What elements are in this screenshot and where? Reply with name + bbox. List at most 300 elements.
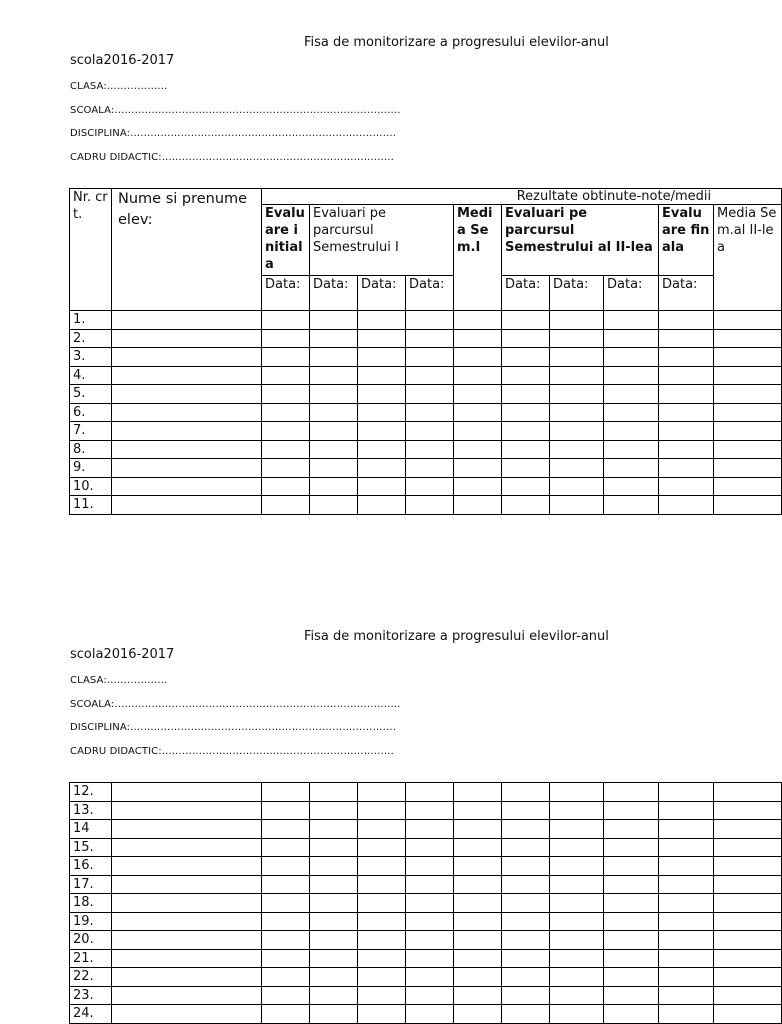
table-cell [358,931,406,950]
table-cell [112,348,262,367]
table-cell [310,403,358,422]
table-cell [310,949,358,968]
table-cell [502,968,550,987]
table-cell [502,477,550,496]
table-cell [262,385,310,404]
table-row [70,477,782,496]
table-cell [502,857,550,876]
table-cell [112,875,262,894]
scoala-field: SCOALA:…………………………………………………………………………. [70,105,401,116]
table-cell [659,931,714,950]
data-label: Data: [262,276,310,311]
table-cell [714,857,782,876]
table-cell [406,783,454,802]
table-cell [358,801,406,820]
table-cell [406,422,454,441]
table-cell [714,329,782,348]
table-cell [604,385,659,404]
table-cell [659,986,714,1005]
table-cell [659,366,714,385]
table-cell [358,968,406,987]
table-cell [310,496,358,515]
table-cell [406,912,454,931]
table-cell [310,366,358,385]
table-cell [454,783,502,802]
table-row [70,783,782,802]
clasa-field: CLASA:……………… [70,81,168,92]
table-cell [112,329,262,348]
clasa-field-2: CLASA:……………… [70,675,168,686]
table-cell [262,801,310,820]
table-cell [406,931,454,950]
table-cell [604,801,659,820]
table-cell [358,857,406,876]
table-cell [310,894,358,913]
table-row [70,1005,782,1024]
table-cell [112,949,262,968]
table-cell [502,1005,550,1024]
table-cell [406,348,454,367]
row-number: 5. [70,385,112,404]
table-cell [659,496,714,515]
table-cell [112,440,262,459]
table-cell [659,459,714,478]
table-cell [550,912,604,931]
table-cell [406,366,454,385]
table-row [70,311,782,330]
table-cell [550,496,604,515]
table-cell [550,329,604,348]
table-cell [550,1005,604,1024]
table-cell [262,311,310,330]
table-cell [659,820,714,839]
table-cell [502,820,550,839]
table-cell [604,422,659,441]
table-cell [502,875,550,894]
table-cell [714,894,782,913]
sheet-title: Fisa de monitorizare a progresului elevilor-anul [304,35,609,50]
table-cell [262,422,310,441]
table-cell [454,968,502,987]
table-cell [604,477,659,496]
table-cell [604,496,659,515]
table-cell [358,496,406,515]
data-label: Data: [659,276,714,311]
table-cell [659,801,714,820]
table-cell [358,422,406,441]
table-cell [714,385,782,404]
row-number: 17. [70,875,112,894]
cadru-field-2: CADRU DIDACTIC:…………………………………………………………… [70,746,394,757]
data-label: Data: [604,276,659,311]
table-row [70,366,782,385]
table-cell [714,801,782,820]
table-cell [112,820,262,839]
data-label: Data: [310,276,358,311]
table-cell [714,496,782,515]
table-row [70,931,782,950]
table-cell [112,894,262,913]
table-cell [550,894,604,913]
table-cell [262,857,310,876]
table-cell [659,329,714,348]
row-number: 24. [70,1005,112,1024]
table-cell [262,477,310,496]
table-cell [454,329,502,348]
table-cell [112,912,262,931]
table-cell [112,801,262,820]
table-cell [502,801,550,820]
data-label: Data: [406,276,454,311]
table-cell [714,477,782,496]
table-cell [406,875,454,894]
disciplina-field: DISCIPLINA:……………………………………………………………………. [70,128,396,139]
table-cell [406,894,454,913]
table-cell [454,931,502,950]
table-cell [358,912,406,931]
table-cell [112,477,262,496]
table-cell [454,385,502,404]
row-number: 19. [70,912,112,931]
table-cell [659,403,714,422]
table-cell [358,986,406,1005]
table-cell [262,348,310,367]
table-cell [262,1005,310,1024]
table-cell [358,477,406,496]
table-cell [406,1005,454,1024]
table-cell [454,477,502,496]
table-cell [262,875,310,894]
table-cell [454,894,502,913]
table-cell [112,968,262,987]
table-cell [358,1005,406,1024]
table-cell [659,385,714,404]
table-cell [262,986,310,1005]
table-cell [454,496,502,515]
table-cell [502,949,550,968]
table-cell [310,440,358,459]
row-number: 6. [70,403,112,422]
table-cell [358,949,406,968]
table-cell [406,403,454,422]
table-cell [454,912,502,931]
table-cell [502,986,550,1005]
row-number: 15. [70,838,112,857]
table-row [70,894,782,913]
table-cell [310,838,358,857]
table-cell [310,931,358,950]
table-cell [550,820,604,839]
data-label: Data: [358,276,406,311]
table-row [70,385,782,404]
table-cell [604,931,659,950]
table-cell [262,968,310,987]
table-cell [714,440,782,459]
nr-crt-header: Nr. crt. [70,189,112,311]
row-number: 12. [70,783,112,802]
table-row [70,986,782,1005]
table-cell [406,496,454,515]
eval-sem1-header: Evaluari pe parcursul Semestrului I [310,205,454,276]
table-cell [604,783,659,802]
table-cell [604,894,659,913]
table-row [70,968,782,987]
table-cell [454,311,502,330]
eval-sem2-header: Evaluari pe parcursul Semestrului al II-lea [502,205,659,276]
media-sem2-header: Media Sem.al II-lea [714,205,782,311]
table-cell [406,459,454,478]
table-cell [659,875,714,894]
table-cell [604,912,659,931]
table-cell [262,403,310,422]
table-cell [406,838,454,857]
table-cell [454,348,502,367]
year-line-2: scola2016-2017 [70,647,175,662]
table-cell [550,986,604,1005]
table-cell [406,440,454,459]
progress-table-2 [69,782,782,1024]
table-cell [502,311,550,330]
table-cell [604,348,659,367]
table-row [70,801,782,820]
table-cell [358,440,406,459]
table-cell [112,385,262,404]
nume-header: Nume si prenume elev: [112,189,262,311]
table-cell [550,801,604,820]
table-cell [406,311,454,330]
table-cell [550,311,604,330]
table-cell [406,385,454,404]
table-cell [502,422,550,441]
table-cell [454,1005,502,1024]
table-cell [112,931,262,950]
table-cell [502,783,550,802]
row-number: 21. [70,949,112,968]
table-cell [358,385,406,404]
table-cell [502,894,550,913]
table-cell [112,857,262,876]
table-cell [714,783,782,802]
table-cell [358,311,406,330]
data-label: Data: [550,276,604,311]
table-cell [550,403,604,422]
table-cell [262,366,310,385]
table-cell [310,385,358,404]
row-number: 7. [70,422,112,441]
year-line: scola2016-2017 [70,53,175,68]
table-cell [550,857,604,876]
table-cell [262,496,310,515]
table-cell [112,986,262,1005]
table-cell [502,385,550,404]
table-cell [262,783,310,802]
table-cell [454,403,502,422]
table-cell [454,801,502,820]
table-cell [604,459,659,478]
table-cell [502,838,550,857]
row-number: 3. [70,348,112,367]
table-cell [502,912,550,931]
table-cell [310,477,358,496]
table-cell [714,912,782,931]
table-cell [262,820,310,839]
row-number: 16. [70,857,112,876]
table-cell [604,968,659,987]
table-cell [714,459,782,478]
table-cell [604,820,659,839]
table-cell [454,857,502,876]
table-cell [659,968,714,987]
table-cell [714,949,782,968]
sheet-title-2: Fisa de monitorizare a progresului elevilor-anul [304,629,609,644]
table-cell [406,949,454,968]
table-row [70,440,782,459]
table-cell [604,1005,659,1024]
table-cell [714,1005,782,1024]
table-cell [604,838,659,857]
table-cell [714,820,782,839]
table-cell [714,366,782,385]
table-cell [358,459,406,478]
table-cell [454,459,502,478]
table-cell [550,838,604,857]
table-cell [262,894,310,913]
row-number: 18. [70,894,112,913]
table-cell [262,459,310,478]
table-cell [112,459,262,478]
table-cell [604,403,659,422]
table-row [70,820,782,839]
table-cell [112,311,262,330]
table-cell [262,912,310,931]
table-cell [454,820,502,839]
table-cell [550,477,604,496]
table-cell [406,820,454,839]
table-cell [659,838,714,857]
table-cell [310,820,358,839]
table-cell [112,838,262,857]
table-cell [714,875,782,894]
table-cell [714,348,782,367]
table-cell [310,801,358,820]
table-cell [358,783,406,802]
table-row [70,329,782,348]
row-number: 2. [70,329,112,348]
table-cell [659,440,714,459]
table-cell [310,986,358,1005]
table-cell [358,838,406,857]
table-cell [262,931,310,950]
table-cell [550,440,604,459]
table-cell [659,783,714,802]
table-cell [262,838,310,857]
table-cell [310,329,358,348]
table-cell [550,783,604,802]
row-number: 13. [70,801,112,820]
table-cell [454,986,502,1005]
table-cell [454,949,502,968]
table-cell [659,477,714,496]
table-cell [112,366,262,385]
table-cell [550,459,604,478]
table-cell [112,1005,262,1024]
table-cell [358,875,406,894]
table-cell [454,422,502,441]
table-cell [714,986,782,1005]
table-cell [454,838,502,857]
table-cell [659,348,714,367]
table-cell [604,986,659,1005]
row-number: 14 [70,820,112,839]
eval-finala-header: Evaluare finala [659,205,714,276]
table-cell [604,366,659,385]
table-cell [604,311,659,330]
table-cell [604,329,659,348]
table-cell [454,366,502,385]
table-cell [358,894,406,913]
table-row [70,422,782,441]
table-cell [659,949,714,968]
table-row [70,459,782,478]
table-cell [262,329,310,348]
table-cell [310,857,358,876]
media-sem1-header: Media Sem.I [454,205,502,311]
table-cell [550,968,604,987]
scoala-field-2: SCOALA:…………………………………………………………………………. [70,699,401,710]
table-cell [502,366,550,385]
table-cell [604,949,659,968]
table-cell [550,422,604,441]
data-label: Data: [502,276,550,311]
table-row [70,838,782,857]
table-cell [112,783,262,802]
table-cell [310,912,358,931]
table-cell [714,403,782,422]
table-cell [714,311,782,330]
table-cell [550,366,604,385]
table-cell [310,1005,358,1024]
table-cell [659,422,714,441]
table-row [70,496,782,515]
table-cell [550,875,604,894]
table-cell [112,496,262,515]
table-cell [310,459,358,478]
table-cell [358,329,406,348]
table-cell [550,348,604,367]
row-number: 1. [70,311,112,330]
table-cell [659,1005,714,1024]
table-cell [454,875,502,894]
table-row [70,857,782,876]
row-number: 8. [70,440,112,459]
row-number: 23. [70,986,112,1005]
table-cell [502,496,550,515]
rezultate-header: Rezultate obtinute-note/medii [262,189,782,205]
table-cell [406,857,454,876]
table-cell [714,931,782,950]
table-cell [604,857,659,876]
row-number: 4. [70,366,112,385]
eval-initiala-header: Evaluare initiala [262,205,310,276]
table-cell [112,422,262,441]
table-cell [502,329,550,348]
table-cell [358,348,406,367]
table-cell [262,440,310,459]
table-cell [454,440,502,459]
row-number: 22. [70,968,112,987]
table-cell [502,459,550,478]
table-cell [550,949,604,968]
